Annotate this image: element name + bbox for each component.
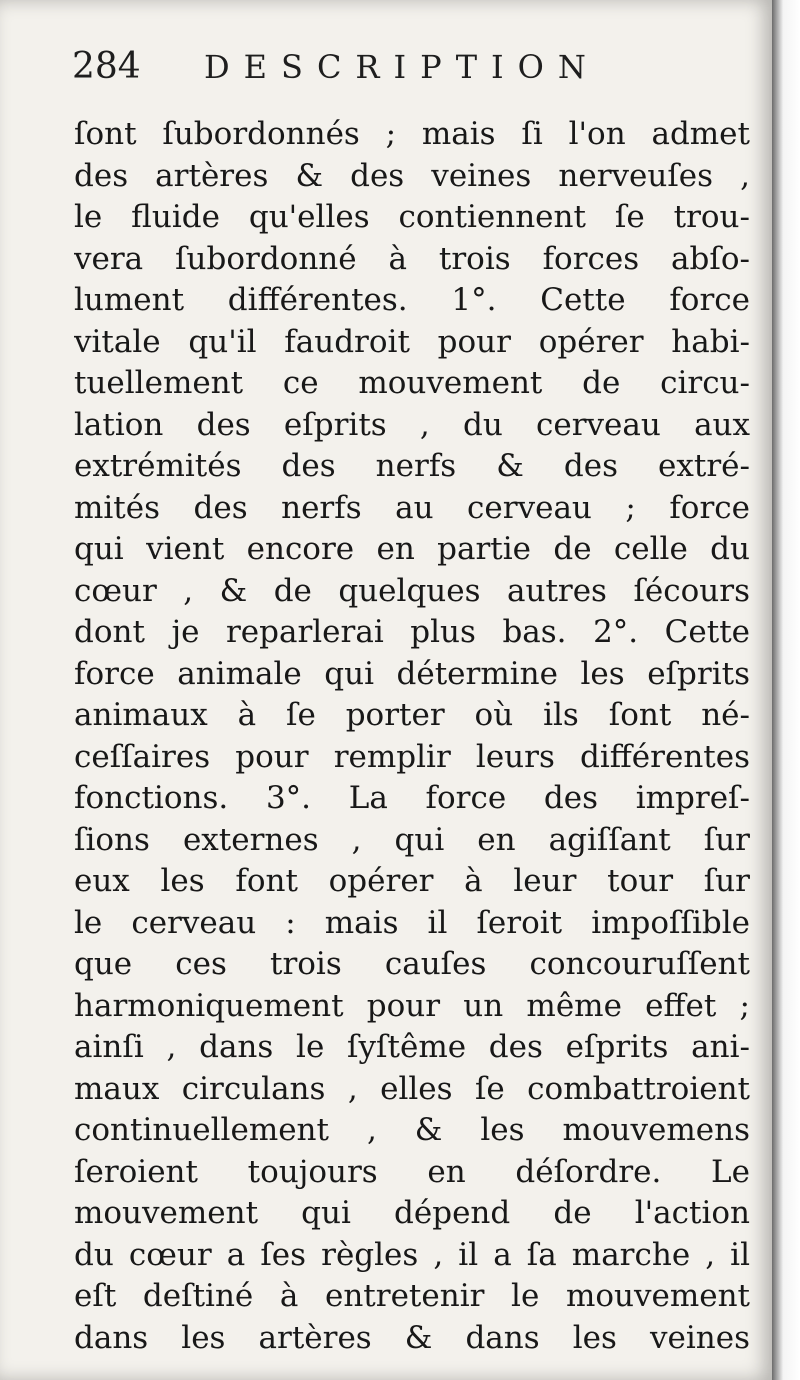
text-line: le fluide qu'elles contiennent ſe trou- — [74, 199, 750, 235]
text-line: du cœur a ſes règles , il a ſa marche , il — [74, 1236, 750, 1273]
text-line: lument différentes. 1°. Cette force — [74, 282, 750, 318]
text-line: ainſi , dans le ſyſtême des eſprits ani- — [74, 1029, 750, 1065]
page-number: 284 — [72, 46, 141, 87]
text-line: ſont ſubordonnés ; mais ſi l'on admet — [74, 116, 750, 152]
text-line: que ces trois cauſes concouruſſent — [74, 946, 750, 982]
text-line: force animale qui détermine les eſprits — [74, 655, 750, 692]
text-line: mouvement qui dépend de l'action — [74, 1195, 750, 1231]
text-line: qui vient encore en partie de celle du — [74, 531, 750, 567]
text-line: animaux à ſe porter où ils ſont né- — [74, 697, 750, 733]
running-title: DESCRIPTION — [204, 48, 600, 86]
page-header — [72, 42, 752, 92]
text-line: cœur , & de quelques autres ſécours — [74, 572, 750, 609]
text-line: mités des nerfs au cerveau ; force — [74, 489, 750, 526]
text-line: dont je reparlerai plus bas. 2°. Cette — [74, 614, 750, 650]
text-line: des artères & des veines nerveuſes , — [74, 157, 750, 194]
text-line: vera ſubordonné à trois forces abſo- — [74, 240, 750, 277]
page-edge — [772, 0, 800, 1380]
text-line: harmoniquement pour un même effet ; — [74, 987, 750, 1024]
text-line: vitale qu'il faudroit pour opérer habi- — [74, 323, 750, 360]
text-line: fonctions. 3°. La force des impreſ- — [74, 780, 750, 816]
text-line: lation des eſprits , du cerveau aux — [74, 406, 750, 443]
text-line: dans les artères & dans les veines — [74, 1319, 750, 1356]
body-text — [74, 114, 750, 1359]
text-line: ceſſaires pour remplir leurs différentes — [74, 738, 750, 775]
text-line: eux les font opérer à leur tour ſur — [74, 863, 750, 899]
text-line: eſt deſtiné à entretenir le mouvement — [74, 1278, 750, 1314]
text-line: ſions externes , qui en agiſſant ſur — [74, 821, 750, 858]
text-line: maux circulans , elles ſe combattroient — [74, 1070, 750, 1107]
text-line: tuellement ce mouvement de circu- — [74, 365, 750, 401]
text-line: le cerveau : mais il ſeroit impoſſible — [74, 904, 750, 941]
text-line: ſeroient toujours en déſordre. Le — [74, 1153, 750, 1190]
text-line: continuellement , & les mouvemens — [74, 1112, 750, 1148]
text-line: extrémités des nerfs & des extré- — [74, 448, 750, 484]
